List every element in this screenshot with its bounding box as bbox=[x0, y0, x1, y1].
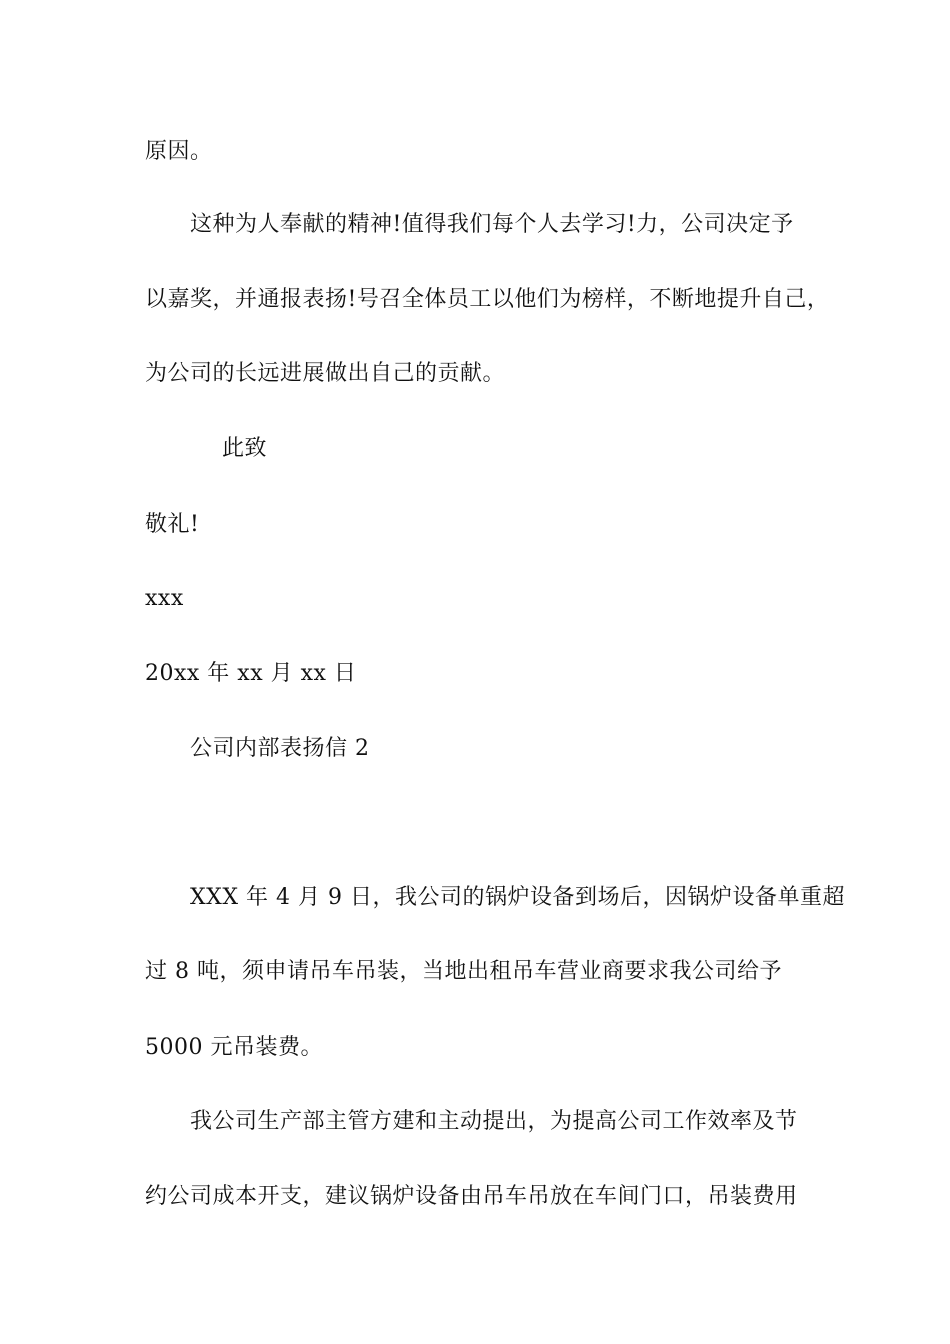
paragraph-line: 为公司的长远进展做出自己的贡献。 bbox=[145, 361, 506, 386]
paragraph-line: 以嘉奖，并通报表扬!号召全体员工以他们为榜样，不断地提升自己， bbox=[145, 287, 830, 312]
paragraph-line: XXX 年 4 月 9 日，我公司的锅炉设备到场后，因锅炉设备单重超 bbox=[190, 885, 845, 910]
closing-salutation: 此致 bbox=[222, 436, 268, 461]
paragraph-line: 约公司成本开支，建议锅炉设备由吊车吊放在车间门口，吊装费用 bbox=[145, 1184, 798, 1209]
signature-date: 20xx 年 xx 月 xx 日 bbox=[145, 661, 357, 686]
closing-regards: 敬礼! bbox=[145, 512, 200, 537]
signature-name: xxx bbox=[145, 586, 184, 611]
paragraph-line: 过 8 吨，须申请吊车吊装，当地出租吊车营业商要求我公司给予 bbox=[145, 959, 782, 984]
section-heading: 公司内部表扬信 2 bbox=[190, 736, 370, 761]
paragraph-line: 我公司生产部主管方建和主动提出，为提高公司工作效率及节 bbox=[190, 1109, 798, 1134]
paragraph-line: 原因。 bbox=[145, 139, 213, 164]
paragraph-line: 5000 元吊装费。 bbox=[145, 1035, 323, 1060]
paragraph-line: 这种为人奉献的精神!值得我们每个人去学习!力，公司决定予 bbox=[190, 212, 794, 237]
